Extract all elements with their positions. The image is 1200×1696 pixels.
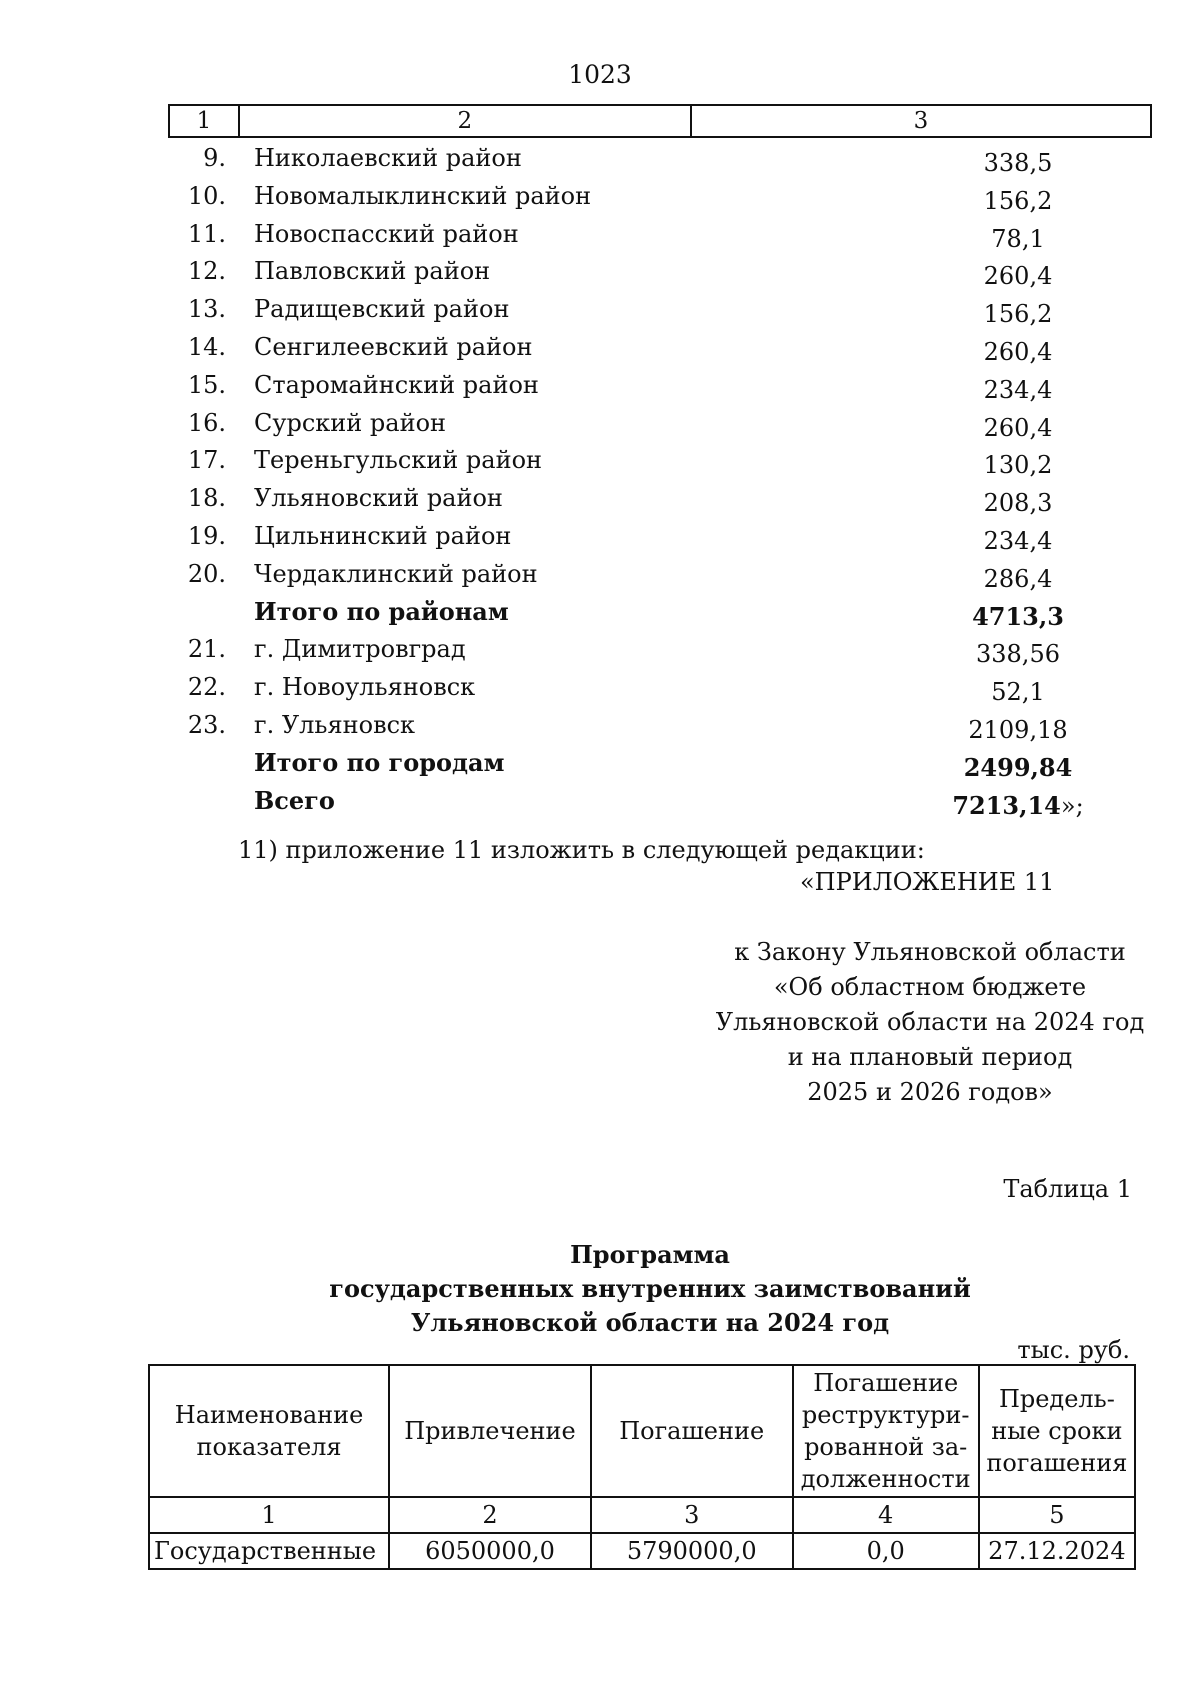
row-value-number: 260,4	[983, 337, 1053, 366]
row-value-number: 4713,3	[972, 601, 1064, 631]
row-number: 17.	[187, 446, 226, 475]
row-name: Итого по районам	[254, 596, 509, 626]
total-row	[168, 745, 1152, 783]
index-cell: 5	[979, 1497, 1135, 1533]
row-name: г. Димитровград	[254, 635, 466, 664]
district-list	[168, 140, 1152, 820]
appendix-reference	[700, 935, 1160, 1110]
list-item	[168, 480, 1152, 518]
row-name: Новомалыклинский район	[254, 181, 592, 210]
header-line: Погашение	[619, 1417, 765, 1445]
row-value-number: 7213,14	[952, 790, 1061, 820]
index-cell: 1	[149, 1497, 389, 1533]
header-line: ные сроки	[991, 1417, 1123, 1445]
row-value	[948, 296, 1088, 332]
row-number: 9.	[203, 144, 226, 172]
row-value-suffix: »;	[1060, 791, 1084, 820]
program-title-line: Ульяновской области на 2024 год	[410, 1308, 890, 1337]
row-value-number: 260,4	[983, 262, 1053, 291]
index-cell: 2	[389, 1497, 591, 1533]
row-number: 23.	[187, 710, 226, 739]
table-row	[149, 1533, 1135, 1569]
header-cell	[591, 1365, 793, 1497]
list-item	[168, 518, 1152, 556]
row-value-number: 2499,84	[963, 752, 1073, 782]
row-name: Николаевский район	[254, 144, 522, 172]
row-value	[948, 750, 1088, 786]
row-number: 14.	[187, 332, 226, 361]
header-cell	[793, 1365, 979, 1497]
appendix-ref-line: 2025 и 2026 годов»	[807, 1078, 1053, 1106]
row-value-number: 338,56	[976, 640, 1060, 669]
header-cell	[979, 1365, 1135, 1497]
row-number: 10.	[187, 181, 226, 210]
row-name: г. Ульяновск	[254, 710, 416, 739]
table-cell: 5790000,0	[591, 1533, 793, 1569]
table-cell: Государственные	[149, 1533, 389, 1569]
program-title	[0, 1238, 1200, 1340]
table-index-row	[149, 1497, 1135, 1533]
units-label: тыс. руб.	[1017, 1336, 1130, 1364]
appendix-ref-line: «Об областном бюджете	[773, 973, 1087, 1001]
row-value-number: 156,2	[983, 186, 1053, 215]
list-item	[168, 707, 1152, 745]
row-name: Старомайнский район	[254, 370, 539, 399]
row-value-number: 2109,18	[968, 715, 1068, 744]
row-value-number: 130,2	[983, 451, 1053, 480]
total-row	[168, 783, 1152, 821]
row-name: Сурский район	[254, 408, 447, 437]
column-index-1: 1	[169, 105, 239, 137]
header-cell	[149, 1365, 389, 1497]
header-line: Наименование	[174, 1401, 364, 1429]
list-item	[168, 442, 1152, 480]
row-value-number: 208,3	[983, 489, 1053, 518]
row-value-number: 78,1	[991, 224, 1045, 253]
row-value-number: 286,4	[983, 564, 1053, 593]
list-item	[168, 405, 1152, 443]
row-name: Всего	[254, 785, 335, 815]
row-value	[948, 712, 1088, 748]
header-line: реструктури-	[801, 1401, 970, 1429]
row-value-number: 338,5	[983, 149, 1053, 177]
row-name: Цильнинский район	[254, 521, 512, 550]
program-title-line: государственных внутренних заимствований	[329, 1274, 971, 1303]
page-number: 1023	[568, 60, 632, 89]
list-item	[168, 329, 1152, 367]
row-value	[948, 410, 1088, 446]
row-number: 12.	[187, 257, 226, 286]
row-value	[948, 674, 1088, 710]
row-name: Новоспасский район	[254, 219, 519, 248]
list-item	[168, 367, 1152, 405]
row-name: Ульяновский район	[254, 484, 503, 513]
appendix-title: «ПРИЛОЖЕНИЕ 11	[800, 868, 1055, 896]
column-index-3: 3	[691, 105, 1151, 137]
row-value	[948, 372, 1088, 408]
row-number: 18.	[187, 484, 226, 513]
row-name: Сенгилеевский район	[254, 332, 533, 361]
row-value	[948, 523, 1088, 559]
row-name: г. Новоульяновск	[254, 673, 476, 702]
row-name: Радищевский район	[254, 295, 510, 324]
borrowing-program-table	[148, 1364, 1136, 1570]
list-item	[168, 216, 1152, 254]
row-value-number: 260,4	[983, 413, 1053, 442]
row-value	[948, 788, 1088, 824]
table-cell: 27.12.2024	[979, 1533, 1135, 1569]
header-cell	[389, 1365, 591, 1497]
index-cell: 3	[591, 1497, 793, 1533]
column-index-2: 2	[239, 105, 691, 137]
header-line: Предель-	[998, 1385, 1115, 1413]
row-value-number: 234,4	[983, 375, 1053, 404]
program-title-line: Программа	[570, 1240, 730, 1269]
table-cell: 6050000,0	[389, 1533, 591, 1569]
header-line: Погашение	[813, 1369, 959, 1397]
index-cell: 4	[793, 1497, 979, 1533]
row-number: 21.	[187, 635, 226, 664]
header-line: погашения	[986, 1449, 1128, 1477]
table-cell: 0,0	[793, 1533, 979, 1569]
row-value-number: 156,2	[983, 300, 1053, 329]
row-value	[948, 447, 1088, 483]
row-name: Чердаклинский район	[254, 559, 538, 588]
row-number: 11.	[187, 219, 226, 248]
edit-instruction: 11) приложение 11 изложить в следующей редакции:	[238, 836, 925, 864]
appendix-ref-line: Ульяновской области на 2024 год	[715, 1008, 1145, 1036]
row-value	[948, 258, 1088, 294]
row-value-number: 52,1	[991, 678, 1045, 707]
header-line: долженности	[800, 1465, 971, 1493]
row-value	[948, 485, 1088, 521]
row-number: 15.	[187, 370, 226, 399]
row-number: 22.	[187, 673, 226, 702]
list-item	[168, 140, 1152, 178]
appendix-ref-line: к Закону Ульяновской области	[734, 938, 1126, 966]
row-name: Итого по городам	[254, 747, 505, 777]
header-line: Привлечение	[404, 1417, 576, 1445]
row-value	[948, 334, 1088, 370]
row-name: Тереньгульский район	[254, 446, 543, 475]
table-label: Таблица 1	[1003, 1175, 1132, 1203]
list-item	[168, 178, 1152, 216]
row-value	[948, 183, 1088, 219]
row-value	[948, 599, 1088, 635]
appendix-ref-line: и на плановый период	[787, 1043, 1073, 1071]
list-item	[168, 253, 1152, 291]
column-index-header	[168, 104, 1152, 138]
list-item	[168, 669, 1152, 707]
row-value	[948, 145, 1088, 181]
header-line: рованной за-	[804, 1433, 968, 1461]
header-line: показателя	[196, 1433, 342, 1461]
total-row	[168, 594, 1152, 632]
row-value	[948, 561, 1088, 597]
row-value-number: 234,4	[983, 526, 1053, 555]
row-name: Павловский район	[254, 257, 491, 286]
row-number: 16.	[187, 408, 226, 437]
list-item	[168, 556, 1152, 594]
table-header-row	[149, 1365, 1135, 1497]
row-number: 13.	[187, 295, 226, 324]
list-item	[168, 291, 1152, 329]
row-number: 19.	[187, 521, 226, 550]
list-item	[168, 631, 1152, 669]
row-value	[948, 636, 1088, 672]
row-number: 20.	[187, 559, 226, 588]
row-value	[948, 221, 1088, 257]
